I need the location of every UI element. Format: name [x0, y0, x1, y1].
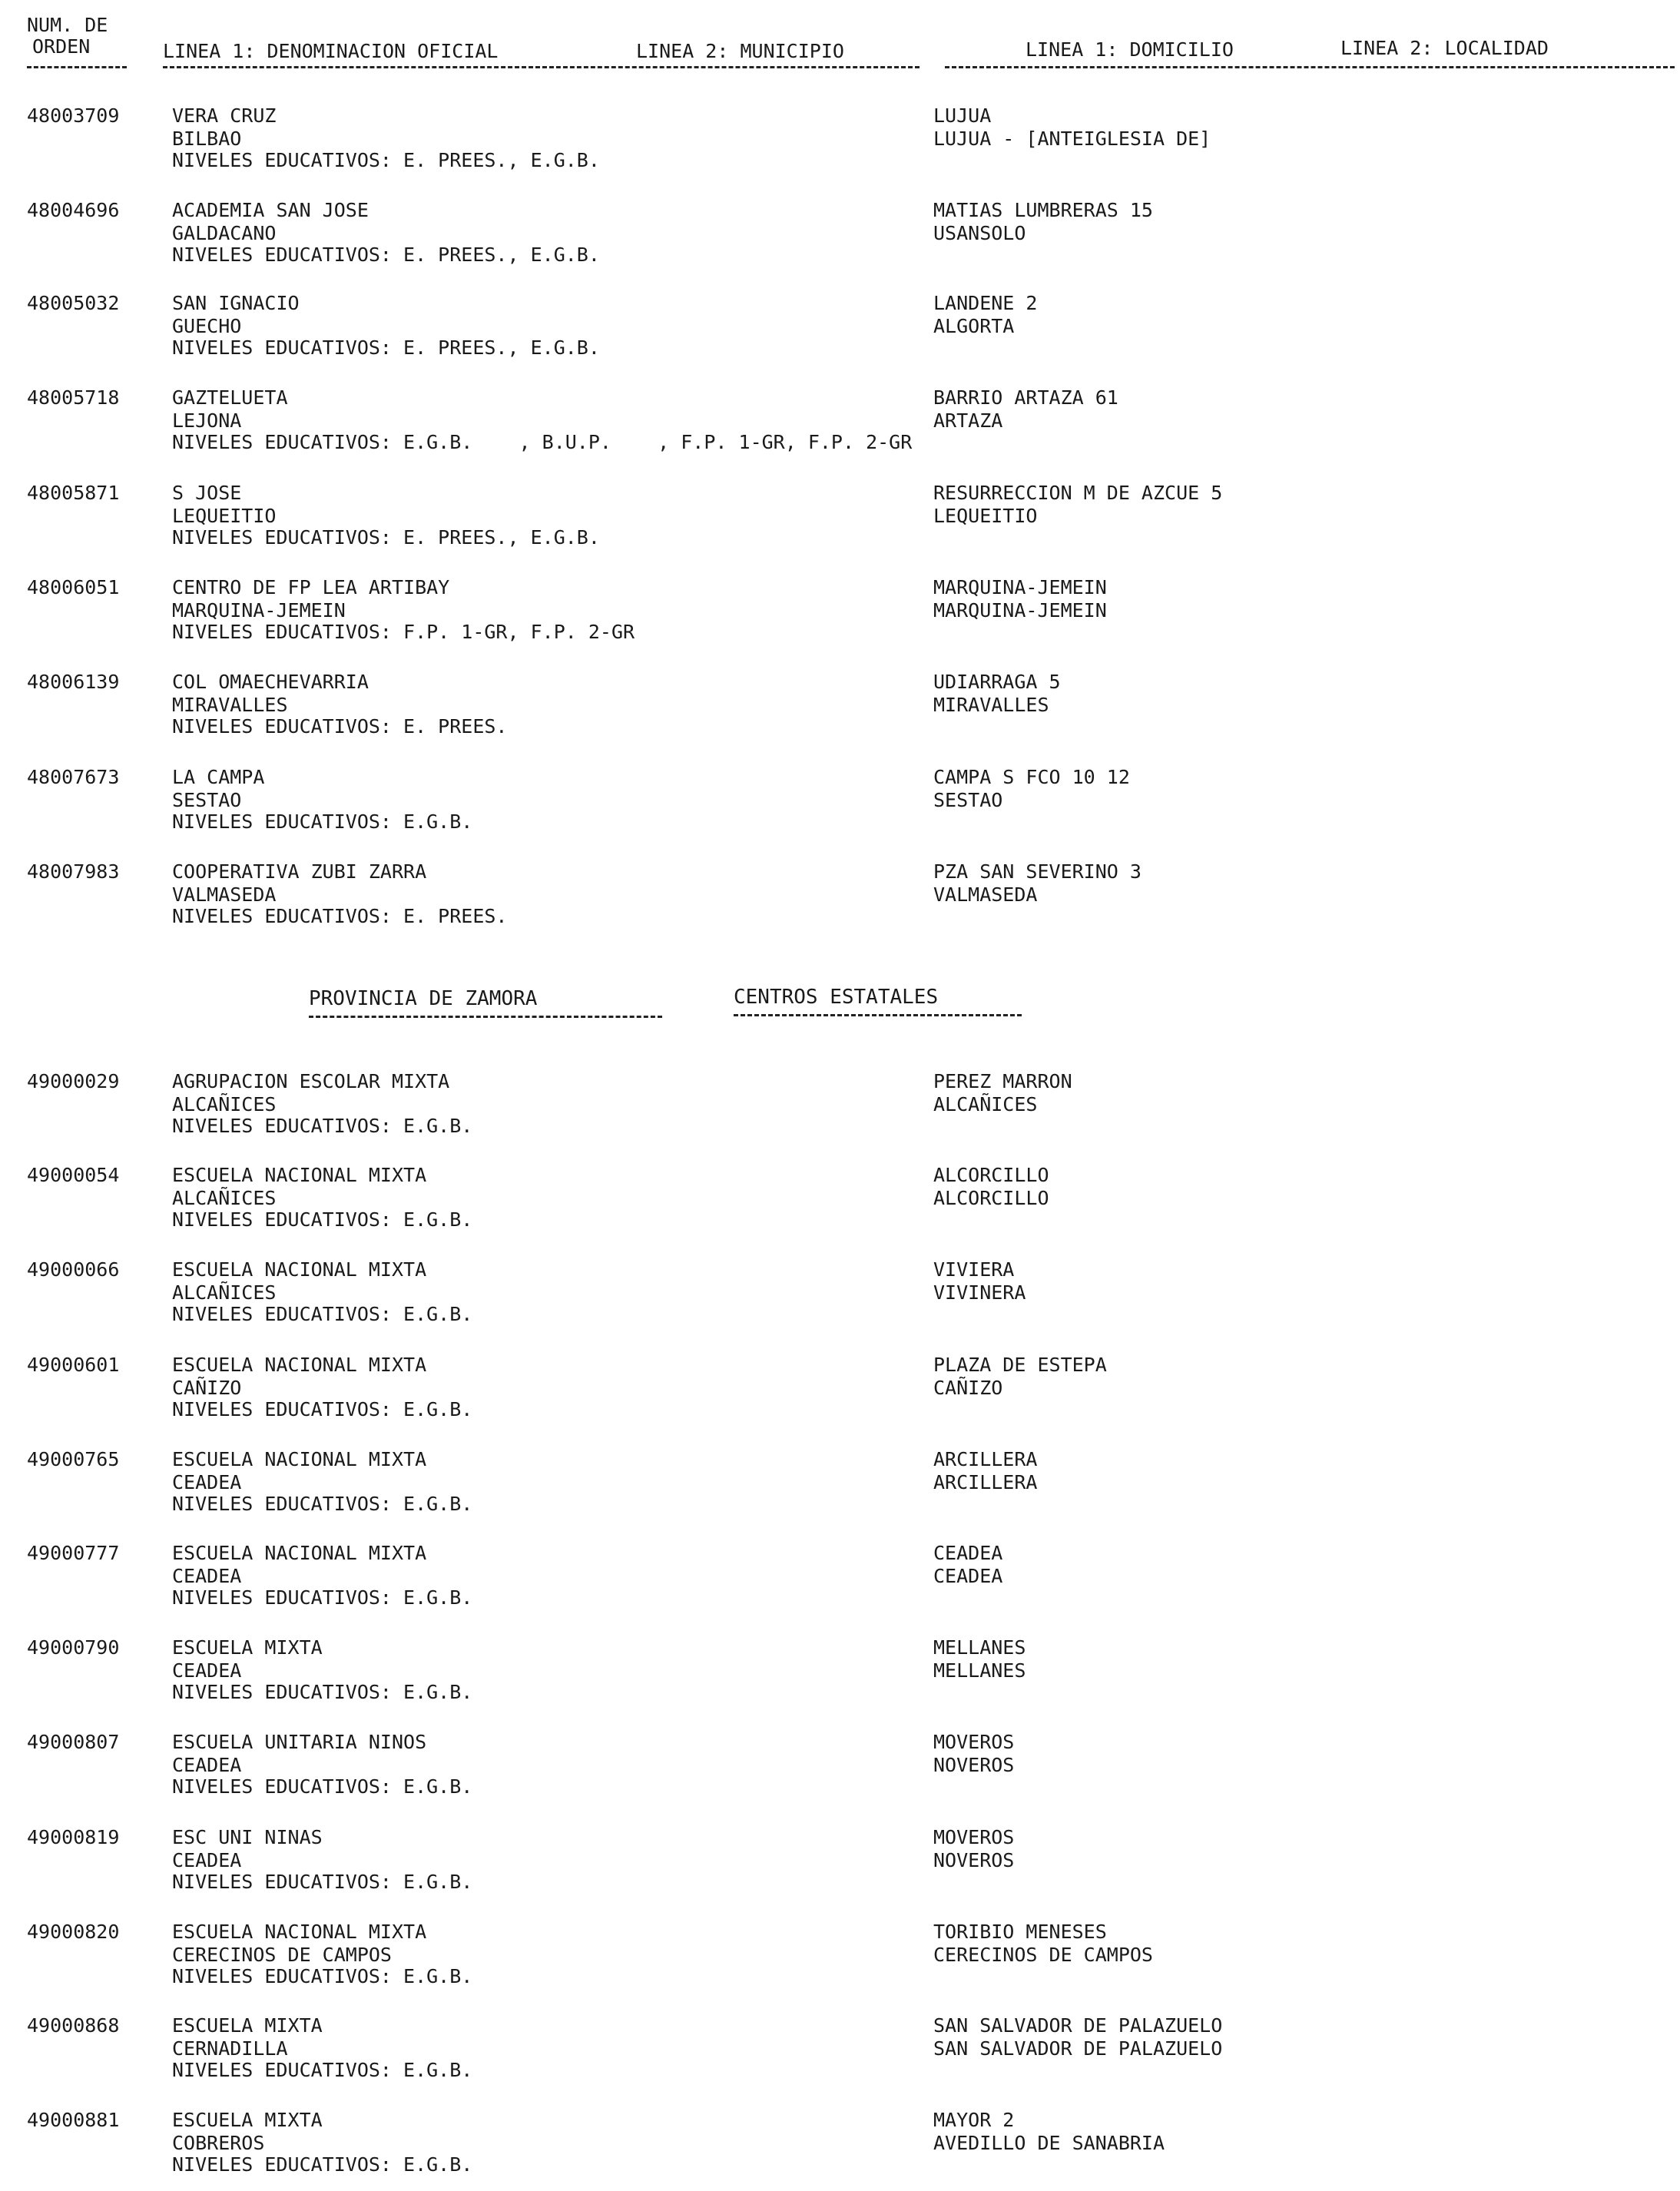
record-address: LANDENE 2	[933, 292, 1038, 314]
record-name: COL OMAECHEVARRIA	[172, 671, 369, 693]
record-name: ESCUELA NACIONAL MIXTA	[172, 1448, 427, 1470]
record-name: ESCUELA MIXTA	[172, 1636, 323, 1659]
record-levels: NIVELES EDUCATIVOS: E. PREES., E.G.B.	[172, 244, 600, 266]
record-levels: NIVELES EDUCATIVOS: E.G.B.	[172, 1965, 473, 1987]
record-name: SAN IGNACIO	[172, 292, 300, 314]
record-code: 48006139	[27, 671, 120, 693]
record-locality: USANSOLO	[933, 222, 1026, 244]
record-name: S JOSE	[172, 482, 242, 504]
record-code: 49000807	[27, 1731, 120, 1753]
record-address: LUJUA	[933, 104, 992, 127]
record-row	[0, 292, 1680, 369]
record-locality: CERECINOS DE CAMPOS	[933, 1944, 1153, 1966]
record-address: MOVEROS	[933, 1826, 1015, 1848]
record-municipality: CEADEA	[172, 1849, 242, 1871]
record-levels: NIVELES EDUCATIVOS: E.G.B.	[172, 1115, 473, 1137]
record-levels: NIVELES EDUCATIVOS: E.G.B.	[172, 1303, 473, 1325]
header-underline-right	[945, 66, 1675, 68]
record-row	[0, 104, 1680, 181]
record-municipality: GALDACANO	[172, 222, 277, 244]
record-code: 49000790	[27, 1636, 120, 1659]
record-municipality: MARQUINA-JEMEIN	[172, 599, 346, 622]
record-name: ESCUELA MIXTA	[172, 2014, 323, 2037]
record-row	[0, 1354, 1680, 1430]
record-row	[0, 1258, 1680, 1335]
record-address: RESURRECCION M DE AZCUE 5	[933, 482, 1223, 504]
section-kind-underline	[734, 1014, 1022, 1016]
record-address: PLAZA DE ESTEPA	[933, 1354, 1107, 1376]
record-code: 48004696	[27, 199, 120, 221]
record-municipality: COBREROS	[172, 2132, 265, 2154]
header-num-line2: ORDEN	[32, 35, 91, 58]
record-row	[0, 1164, 1680, 1241]
record-code: 48003709	[27, 104, 120, 127]
record-municipality: CEADEA	[172, 1754, 242, 1776]
record-municipality: LEQUEITIO	[172, 505, 277, 527]
record-levels: NIVELES EDUCATIVOS: E.G.B.	[172, 2059, 473, 2081]
record-levels: NIVELES EDUCATIVOS: E.G.B.	[172, 1398, 473, 1420]
record-municipality: VALMASEDA	[172, 883, 277, 906]
record-address: MAYOR 2	[933, 2109, 1015, 2131]
record-name: ESC UNI NINAS	[172, 1826, 323, 1848]
record-levels: NIVELES EDUCATIVOS: E.G.B.	[172, 1681, 473, 1703]
record-name: ACADEMIA SAN JOSE	[172, 199, 369, 221]
record-row	[0, 1731, 1680, 1808]
record-municipality: CAÑIZO	[172, 1377, 242, 1399]
record-municipality: LEJONA	[172, 409, 242, 432]
record-locality: VALMASEDA	[933, 883, 1038, 906]
record-levels: NIVELES EDUCATIVOS: E.G.B.	[172, 810, 473, 833]
record-levels: NIVELES EDUCATIVOS: E. PREES.	[172, 905, 508, 927]
record-address: UDIARRAGA 5	[933, 671, 1061, 693]
record-municipality: ALCAÑICES	[172, 1187, 277, 1209]
record-row	[0, 1921, 1680, 1997]
record-address: SAN SALVADOR DE PALAZUELO	[933, 2014, 1223, 2037]
record-address: BARRIO ARTAZA 61	[933, 386, 1118, 409]
record-name: VERA CRUZ	[172, 104, 277, 127]
section-province: PROVINCIA DE ZAMORA	[309, 987, 538, 1010]
record-name: ESCUELA MIXTA	[172, 2109, 323, 2131]
record-locality: ALCAÑICES	[933, 1093, 1038, 1115]
record-locality: CAÑIZO	[933, 1377, 1003, 1399]
record-code: 49000777	[27, 1542, 120, 1564]
record-row	[0, 386, 1680, 463]
record-address: MATIAS LUMBRERAS 15	[933, 199, 1153, 221]
record-levels: NIVELES EDUCATIVOS: E.G.B.	[172, 1775, 473, 1798]
record-locality: MELLANES	[933, 1659, 1026, 1682]
header-col-dom: LINEA 1: DOMICILIO	[1026, 38, 1234, 61]
record-locality: ALGORTA	[933, 315, 1015, 337]
record-address: ALCORCILLO	[933, 1164, 1049, 1186]
record-name: ESCUELA NACIONAL MIXTA	[172, 1354, 427, 1376]
record-levels: NIVELES EDUCATIVOS: E.G.B.	[172, 1586, 473, 1609]
record-name: ESCUELA NACIONAL MIXTA	[172, 1258, 427, 1281]
record-municipality: CEADEA	[172, 1565, 242, 1587]
record-levels: NIVELES EDUCATIVOS: E.G.B.	[172, 1871, 473, 1893]
record-municipality: CEADEA	[172, 1471, 242, 1493]
record-code: 48005718	[27, 386, 120, 409]
record-address: ARCILLERA	[933, 1448, 1038, 1470]
record-name: CENTRO DE FP LEA ARTIBAY	[172, 576, 450, 598]
record-locality: ALCORCILLO	[933, 1187, 1049, 1209]
record-locality: NOVEROS	[933, 1849, 1015, 1871]
record-levels: NIVELES EDUCATIVOS: E.G.B. , B.U.P. , F.P. 1-GR, F.P. 2-GR	[172, 431, 913, 453]
record-locality: AVEDILLO DE SANABRIA	[933, 2132, 1165, 2154]
record-code: 49000881	[27, 2109, 120, 2131]
record-name: COOPERATIVA ZUBI ZARRA	[172, 860, 427, 883]
record-name: LA CAMPA	[172, 766, 265, 788]
record-locality: SESTAO	[933, 789, 1003, 811]
record-code: 48005871	[27, 482, 120, 504]
record-row	[0, 2014, 1680, 2091]
record-row	[0, 576, 1680, 653]
record-municipality: ALCAÑICES	[172, 1093, 277, 1115]
record-levels: NIVELES EDUCATIVOS: E.G.B.	[172, 2153, 473, 2176]
record-name: GAZTELUETA	[172, 386, 288, 409]
record-row	[0, 766, 1680, 843]
record-address: MOVEROS	[933, 1731, 1015, 1753]
header-underline-left	[163, 66, 920, 68]
record-row	[0, 1070, 1680, 1147]
record-address: VIVIERA	[933, 1258, 1015, 1281]
record-address: PEREZ MARRON	[933, 1070, 1072, 1092]
record-row	[0, 2109, 1680, 2186]
record-levels: NIVELES EDUCATIVOS: E.G.B.	[172, 1208, 473, 1231]
section-kind: CENTROS ESTATALES	[734, 986, 939, 1009]
record-locality: NOVEROS	[933, 1754, 1015, 1776]
header-col-name: LINEA 1: DENOMINACION OFICIAL	[163, 40, 499, 62]
record-code: 49000819	[27, 1826, 120, 1848]
record-municipality: MIRAVALLES	[172, 694, 288, 716]
record-levels: NIVELES EDUCATIVOS: E. PREES., E.G.B.	[172, 336, 600, 359]
record-code: 48007673	[27, 766, 120, 788]
record-locality: MARQUINA-JEMEIN	[933, 599, 1107, 622]
record-row	[0, 1448, 1680, 1525]
record-code: 49000054	[27, 1164, 120, 1186]
record-locality: LUJUA - [ANTEIGLESIA DE]	[933, 128, 1211, 150]
record-code: 49000820	[27, 1921, 120, 1943]
record-locality: LEQUEITIO	[933, 505, 1038, 527]
record-name: ESCUELA NACIONAL MIXTA	[172, 1542, 427, 1564]
record-levels: NIVELES EDUCATIVOS: E. PREES.	[172, 715, 508, 738]
record-row	[0, 482, 1680, 559]
record-code: 48005032	[27, 292, 120, 314]
record-levels: NIVELES EDUCATIVOS: E. PREES., E.G.B.	[172, 526, 600, 549]
record-row	[0, 671, 1680, 747]
record-locality: ARCILLERA	[933, 1471, 1038, 1493]
record-address: PZA SAN SEVERINO 3	[933, 860, 1142, 883]
record-row	[0, 1542, 1680, 1619]
header-col-muni: LINEA 2: MUNICIPIO	[636, 40, 844, 62]
record-code: 48007983	[27, 860, 120, 883]
record-locality: CEADEA	[933, 1565, 1003, 1587]
record-address: TORIBIO MENESES	[933, 1921, 1107, 1943]
header-num-line1: NUM. DE	[27, 14, 108, 36]
record-locality: VIVINERA	[933, 1281, 1026, 1304]
record-row	[0, 1636, 1680, 1713]
header-underline-num	[27, 66, 127, 68]
record-levels: NIVELES EDUCATIVOS: E. PREES., E.G.B.	[172, 149, 600, 171]
record-name: ESCUELA NACIONAL MIXTA	[172, 1921, 427, 1943]
record-municipality: GUECHO	[172, 315, 242, 337]
header-col-loc: LINEA 2: LOCALIDAD	[1340, 37, 1549, 59]
record-locality: ARTAZA	[933, 409, 1003, 432]
record-municipality: SESTAO	[172, 789, 242, 811]
record-municipality: CERECINOS DE CAMPOS	[172, 1944, 392, 1966]
record-row	[0, 1826, 1680, 1903]
record-address: MELLANES	[933, 1636, 1026, 1659]
record-name: ESCUELA UNITARIA NINOS	[172, 1731, 427, 1753]
record-locality: MIRAVALLES	[933, 694, 1049, 716]
record-name: AGRUPACION ESCOLAR MIXTA	[172, 1070, 450, 1092]
record-municipality: CEADEA	[172, 1659, 242, 1682]
record-row	[0, 860, 1680, 937]
record-address: CEADEA	[933, 1542, 1003, 1564]
record-levels: NIVELES EDUCATIVOS: F.P. 1-GR, F.P. 2-GR	[172, 621, 635, 643]
record-code: 49000765	[27, 1448, 120, 1470]
record-name: ESCUELA NACIONAL MIXTA	[172, 1164, 427, 1186]
record-address: CAMPA S FCO 10 12	[933, 766, 1130, 788]
record-municipality: ALCAÑICES	[172, 1281, 277, 1304]
record-municipality: BILBAO	[172, 128, 242, 150]
section-province-underline	[309, 1016, 662, 1018]
record-code: 48006051	[27, 576, 120, 598]
record-code: 49000601	[27, 1354, 120, 1376]
record-municipality: CERNADILLA	[172, 2037, 288, 2060]
record-code: 49000868	[27, 2014, 120, 2037]
record-address: MARQUINA-JEMEIN	[933, 576, 1107, 598]
record-levels: NIVELES EDUCATIVOS: E.G.B.	[172, 1493, 473, 1515]
record-code: 49000066	[27, 1258, 120, 1281]
record-row	[0, 199, 1680, 276]
record-code: 49000029	[27, 1070, 120, 1092]
record-locality: SAN SALVADOR DE PALAZUELO	[933, 2037, 1223, 2060]
